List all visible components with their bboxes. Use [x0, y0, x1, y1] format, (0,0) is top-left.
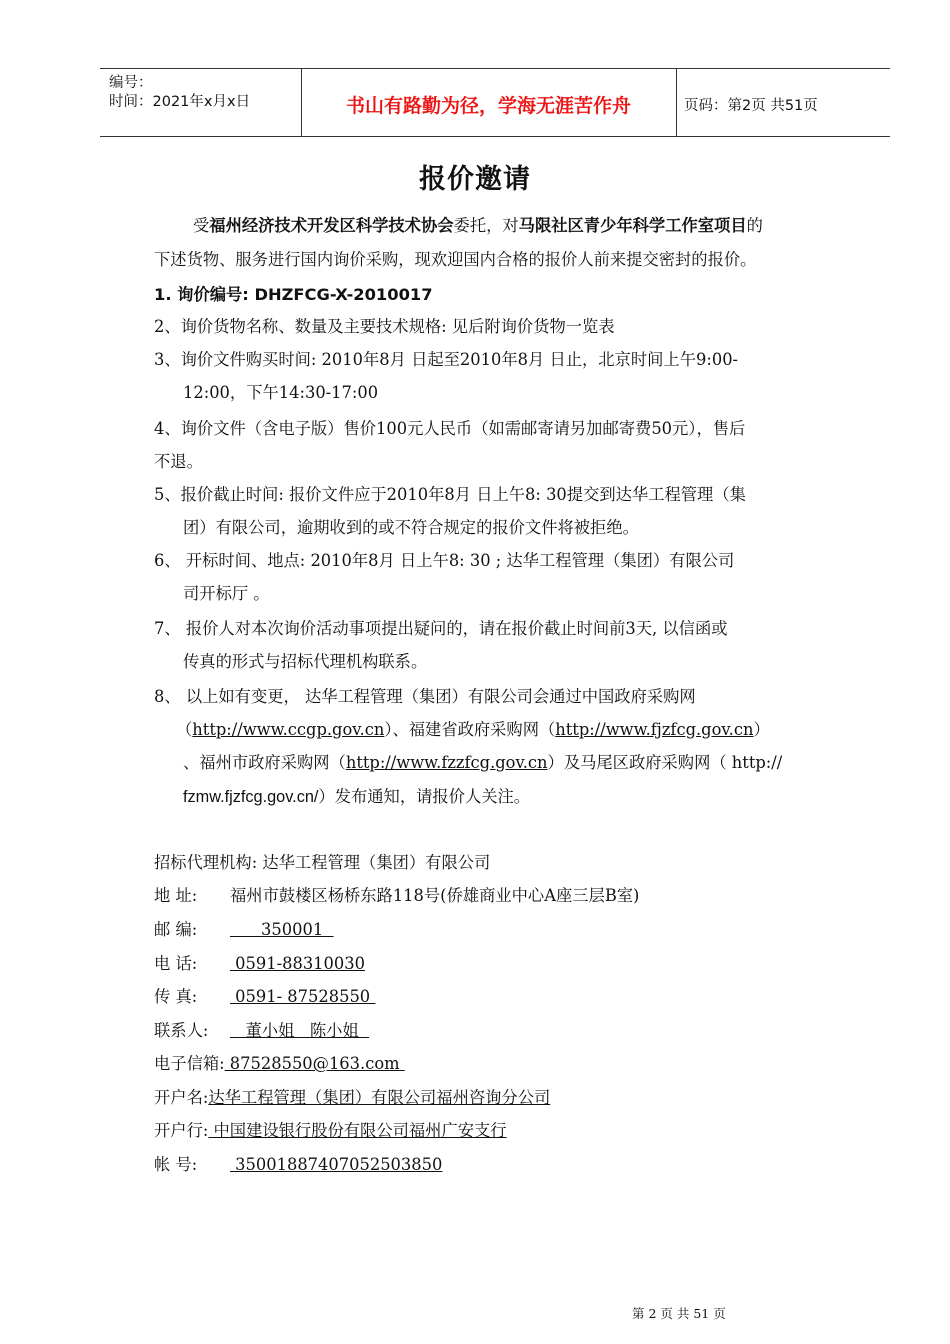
fax-label: 传 真:	[154, 987, 198, 1006]
account-number-label: 帐 号:	[154, 1155, 198, 1174]
item-3-line-2: 12:00，下午14:30-17:00	[183, 383, 379, 402]
address-label: 地 址:	[154, 886, 198, 905]
mawei-procurement-text: ）及马尾区政府采购网（ http://	[547, 753, 783, 772]
postcode-value: 350001	[230, 920, 334, 939]
bank-value: 中国建设银行股份有限公司福州广安支行	[208, 1121, 507, 1140]
header-meta-cell	[100, 69, 302, 136]
item-3-line-1: 3、询价文件购买时间: 2010年8月 日起至2010年8月 日止，北京时间上午9:00-	[154, 350, 739, 369]
item-7-line-1: 7、 报价人对本次询价活动事项提出疑问的，请在报价截止时间前3天, 以信函或	[154, 619, 728, 638]
header-page-cell	[676, 69, 890, 136]
intro-text-a: 受	[193, 216, 210, 235]
intro-text-c: 的	[746, 216, 763, 235]
account-name-label: 开户名:	[154, 1088, 209, 1107]
address-line	[154, 885, 639, 907]
item-8-line-2	[176, 719, 770, 741]
bank-line	[154, 1120, 507, 1142]
item-5-line-2: 团）有限公司，逾期收到的或不符合规定的报价文件将被拒绝。	[183, 518, 639, 537]
phone-label: 电 话:	[154, 954, 198, 973]
paren-open: （	[176, 720, 193, 739]
fax-value: 0591- 87528550	[230, 987, 376, 1006]
intro-line-1	[193, 215, 763, 237]
fzzfcg-link[interactable]: http://www.fzzfcg.gov.cn	[345, 753, 548, 772]
fjzfcg-link[interactable]: http://www.fjzfcg.gov.cn	[555, 720, 754, 739]
ccgp-link[interactable]: http://www.ccgp.gov.cn	[192, 720, 385, 739]
fax-line	[154, 986, 375, 1008]
header-motto: 书山有路勤为径，学海无涯苦作舟	[345, 95, 631, 117]
bank-label: 开户行:	[154, 1121, 209, 1140]
item-5-line-1: 5、报价截止时间: 报价文件应于2010年8月 日上午8: 30提交到达华工程管理（集	[154, 485, 746, 504]
email-value[interactable]: 87528550@163.com	[224, 1054, 405, 1073]
fujian-procurement-text: ）、福建省政府采购网（	[384, 720, 556, 739]
email-line	[154, 1053, 405, 1075]
header-motto-cell	[301, 69, 677, 136]
email-label: 电子信箱:	[154, 1054, 225, 1073]
postcode-label: 邮 编:	[154, 920, 198, 939]
doc-number-label: 编号：	[109, 75, 153, 91]
item-4-line-2: 不退。	[154, 452, 203, 471]
item-8-line-3	[183, 752, 782, 774]
account-number-line	[154, 1154, 442, 1176]
page-title: 报价邀请	[419, 164, 531, 195]
page-header	[100, 68, 890, 137]
intro-org: 福州经济技术开发区科学技术协会	[209, 216, 454, 235]
footer-page-number: 第 2 页 共 51 页	[632, 1306, 726, 1321]
phone-value: 0591-88310030	[230, 954, 365, 973]
item-1: 1. 询价编号: DHZFCG-X-2010017	[154, 285, 433, 304]
agency-line: 招标代理机构: 达华工程管理（集团）有限公司	[154, 853, 491, 872]
item-6-line-1: 6、 开标时间、地点: 2010年8月 日上午8: 30 ; 达华工程管理（集团）有限公司	[154, 551, 735, 570]
contact-person-value: 董小姐 陈小姐	[230, 1021, 370, 1040]
account-name-line	[154, 1087, 550, 1109]
intro-text-b: 委托，对	[453, 216, 519, 235]
item-8-line-1: 8、 以上如有变更， 达华工程管理（集团）有限公司会通过中国政府采购网	[154, 687, 696, 706]
item-7-line-2: 传真的形式与招标代理机构联系。	[183, 652, 428, 671]
intro-line-2: 下述货物、服务进行国内询价采购，现欢迎国内合格的报价人前来提交密封的报价。	[154, 250, 757, 269]
fuzhou-procurement-text: 、福州市政府采购网（	[183, 753, 346, 772]
phone-line	[154, 953, 365, 975]
postcode-line	[154, 919, 334, 941]
header-page-number: 页码：第2页 共51页	[684, 98, 818, 114]
contact-person-label: 联系人:	[154, 1021, 209, 1040]
account-number-value: 35001887407052503850	[230, 1155, 443, 1174]
item-4-line-1: 4、询价文件（含电子版）售价100元人民币（如需邮寄请另加邮寄费50元），售后	[154, 419, 746, 438]
doc-time-label: 时间：2021年x月x日	[109, 94, 251, 110]
item-6-line-2: 司开标厅 。	[183, 584, 270, 603]
item-2: 2、询价货物名称、数量及主要技术规格: 见后附询价货物一览表	[154, 317, 615, 336]
contact-person-line	[154, 1020, 369, 1042]
intro-project: 马限社区青少年科学工作室项目	[518, 216, 747, 235]
item-8-line-4: fzmw.fjzfcg.gov.cn/）发布通知，请报价人关注。	[183, 788, 531, 806]
address-value: 福州市鼓楼区杨桥东路118号(侨雄商业中心A座三层B室)	[230, 886, 640, 905]
paren-close: ）	[753, 720, 770, 739]
account-name-value: 达华工程管理（集团）有限公司福州咨询分公司	[208, 1088, 551, 1107]
